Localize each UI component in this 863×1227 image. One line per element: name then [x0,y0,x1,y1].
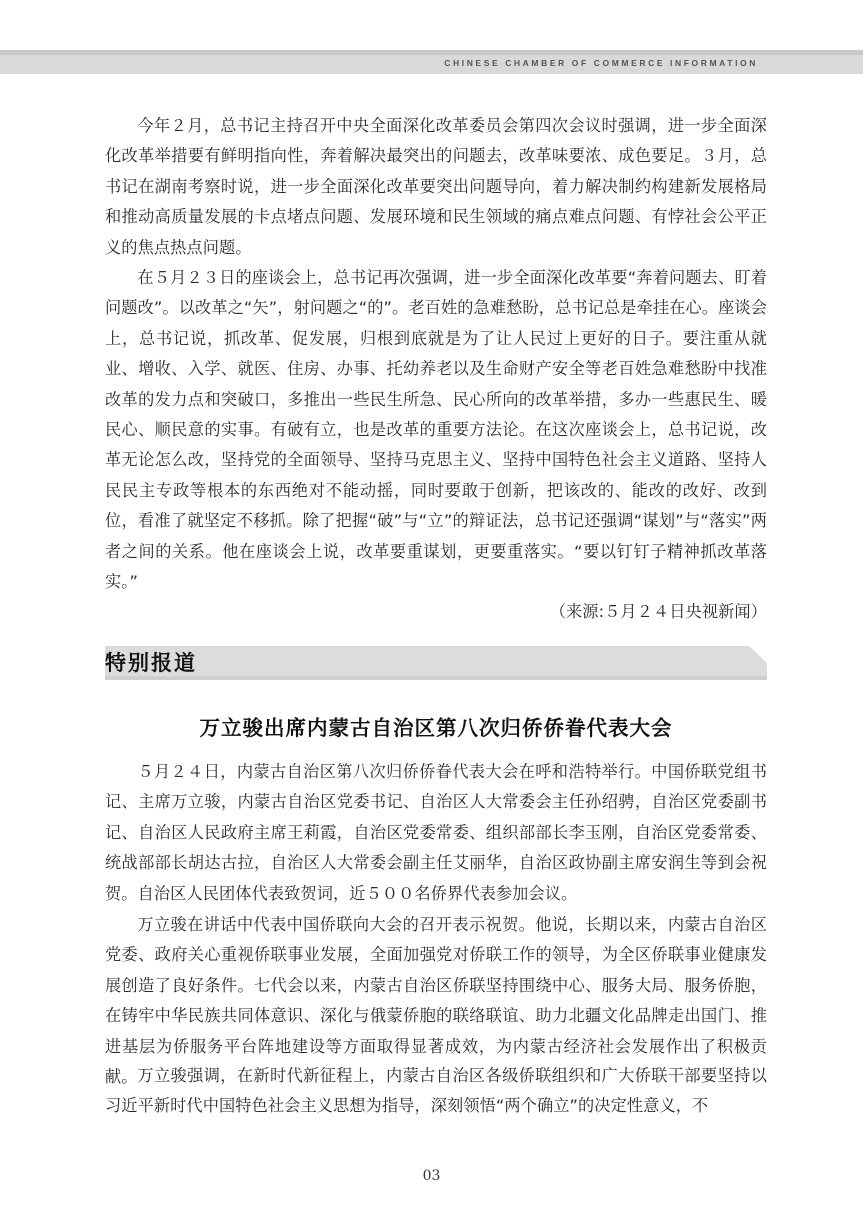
article-title: 万立骏出席内蒙古自治区第八次归侨侨眷代表大会 [199,716,673,740]
article2-paragraph-3: 万立骏强调，在新时代新征程上，内蒙古自治区各级侨联组织和广大侨联干部要坚持以习近平新时代中国特色社会主义思想为指导，深刻领悟“两个确立”的决定性意义，不 [105,1066,767,1116]
article1-paragraph-2 [105,263,767,628]
source-citation: （来源:５月２４日央视新闻） [549,602,767,622]
article1-paragraph-1: 今年２月，总书记主持召开中央全面深化改革委员会第四次会议时强调，进一步全面深化改革举措要有鲜明指向性，奔着解决最突出的问题去，改革味要浓、成色要足。３月，总书记在湖南考察时说，进一步全面深化改革要突出问题导向，着力解决制约构建新发展格局和推动高质量发展的卡点堵点问题、发展环境和民生领域的痛点难点问题、有悖社会公平正义的焦点热点问题。 [105,116,767,257]
section-header-bar [105,646,767,680]
publication-name: CHINESE CHAMBER OF COMMERCE INFORMATION [444,58,758,68]
section-title: 特别报道 [105,650,197,675]
header-band-shade [0,50,863,55]
article1-paragraph-2-text: 在５月２３日的座谈会上，总书记再次强调，进一步全面深化改革要“奔着问题去、盯着问题改”。以改革之“矢”，射问题之“的”。老百姓的急难愁盼，总书记总是牵挂在心。座谈会上，总书记说，抓改革、促发展，归根到底就是为了让人民过上更好的日子。要注重从就业、增收、入学、就医、住房、办事、托幼养老以及生命财产安全等老百姓急难愁盼中找准改革的发力点和突破口，多推出一些民生所急、民心所向的改革举措，多办一些惠民生、暖民心、顺民意的实事。有破有立，也是改革的重要方法论。在这次座谈会上，总书记说，改革无论怎么改，坚持党的全面领导、坚持马克思主义、坚持中国特色社会主义道路、坚持人民民主专政等根本的东西绝对不能动摇，同时要敢于创新，把该改的、能改的改好、改到位，看准了就坚定不移抓。除了把握“破”与“立”的辩证法，总书记还强调“谋划”与“落实”两者之间的关系。他在座谈会上说，改革要重谋划，更要重落实。“要以钉钉子精神抓改革落实。” [105,268,767,592]
article2-paragraph-2: 万立骏在讲话中代表中国侨联向大会的召开表示祝贺。他说，长期以来，内蒙古自治区党委、政府关心重视侨联事业发展，全面加强党对侨联工作的领导，为全区侨联事业健康发展创造了良好条件。七代会以来，内蒙古自治区侨联坚持围绕中心、服务大局、服务侨胞，在铸牢中华民族共同体意识、深化与俄蒙侨胞的联络联谊、助力北疆文化品牌走出国门、推进基层为侨服务平台阵地建设等方面取得显著成效，为内蒙古经济社会发展作出了积极贡献。 [105,915,767,1087]
article2-paragraph-1: ５月２４日，内蒙古自治区第八次归侨侨眷代表大会在呼和浩特举行。中国侨联党组书记、主席万立骏，内蒙古自治区党委书记、自治区人大常委会主任孙绍骋，自治区党委副书记、自治区人民政府主席王莉霞，自治区党委常委、组织部部长李玉刚，自治区党委常委、统战部部长胡达古拉，自治区人大常委会副主任艾丽华，自治区政协副主席安润生等到会祝贺。自治区人民团体代表致贺词，近５００名侨界代表参加会议。 [105,762,767,903]
page-number: 03 [422,1168,441,1184]
